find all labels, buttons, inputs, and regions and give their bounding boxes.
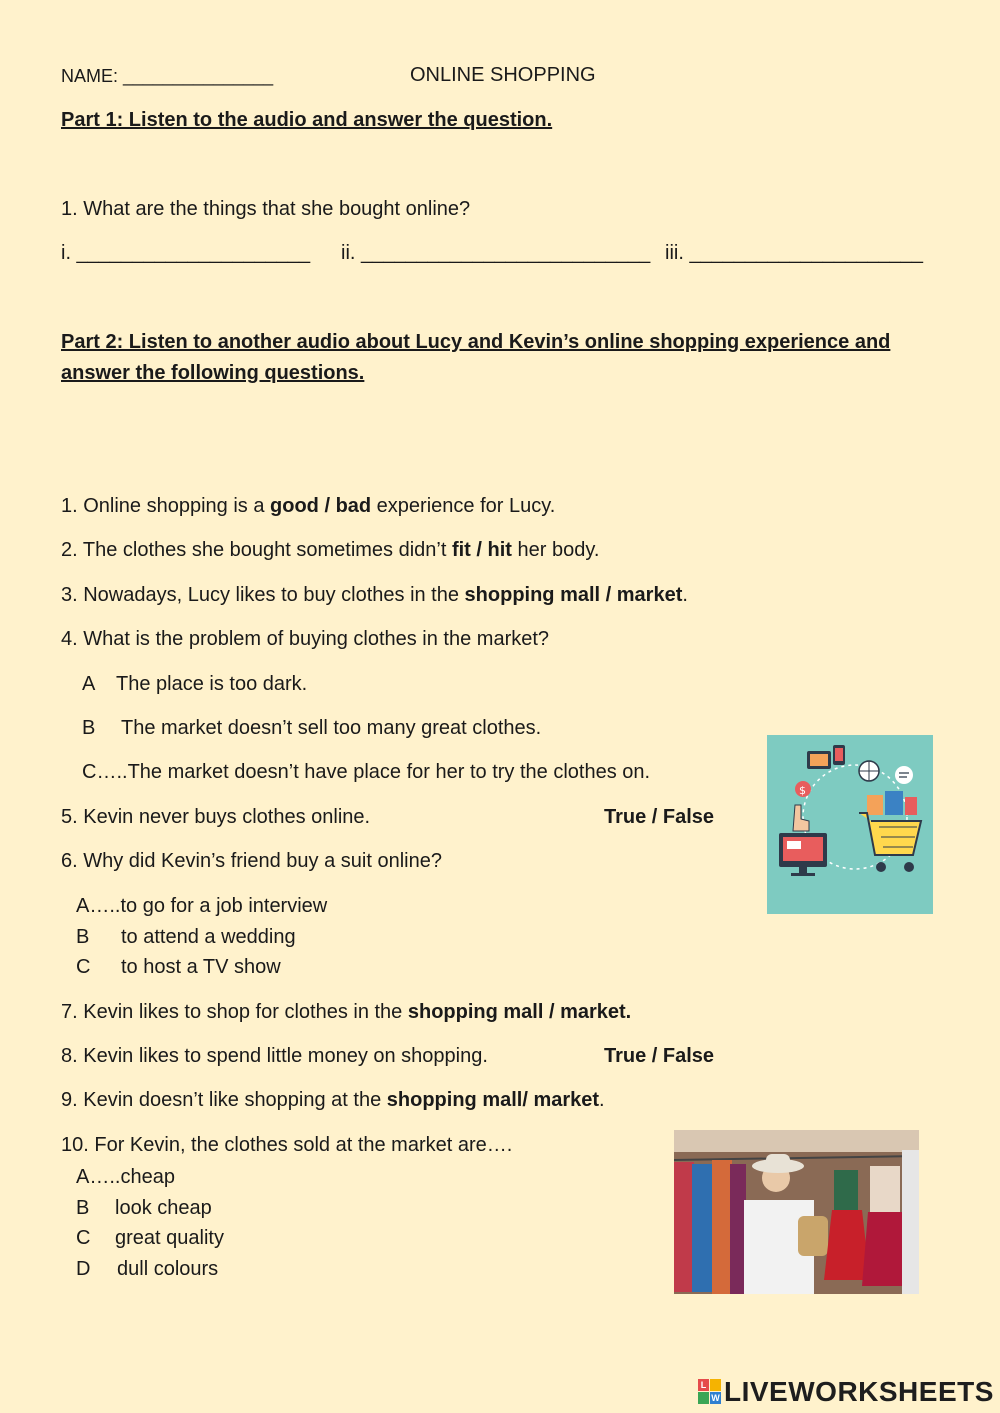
question-7: 7. Kevin likes to shop for clothes in the shopping mall / market. xyxy=(61,1001,632,1023)
online-shopping-illustration xyxy=(767,735,933,914)
question-10: 10. For Kevin, the clothes sold at the market are…. xyxy=(61,1134,513,1156)
q10-option-d-letter[interactable]: D xyxy=(76,1258,91,1280)
part2-heading-line2: answer the following questions. xyxy=(61,362,365,384)
q6-option-c-text: to host a TV show xyxy=(121,956,281,978)
answer-blank-ii[interactable]: ii. __________________________ xyxy=(341,242,651,264)
part1-heading: Part 1: Listen to the audio and answer the question. xyxy=(61,109,553,131)
name-label: NAME: _______________ xyxy=(61,66,274,86)
q10-option-d-text: dull colours xyxy=(117,1258,219,1280)
question-8: 8. Kevin likes to spend little money on shopping. xyxy=(61,1045,488,1067)
q10-option-c-text: great quality xyxy=(115,1227,224,1249)
q6-option-b-letter[interactable]: B xyxy=(76,926,90,948)
q10-option-b-text: look cheap xyxy=(115,1197,212,1219)
q4-option-a-letter[interactable]: A xyxy=(82,673,96,695)
q10-option-c-letter[interactable]: C xyxy=(76,1227,91,1249)
question-2: 2. The clothes she bought sometimes didn’t fit / hit her body. xyxy=(61,539,600,561)
q10-option-a[interactable]: A…..cheap xyxy=(76,1166,175,1188)
q8-true-false[interactable]: True / False xyxy=(604,1045,715,1067)
market-clothes-photo xyxy=(674,1130,919,1294)
choice-mall-market[interactable]: shopping mall / market xyxy=(464,584,683,606)
q7-choice-mall-market[interactable]: shopping mall / market. xyxy=(407,1001,632,1023)
q5-true-false[interactable]: True / False xyxy=(604,806,715,828)
question-3: 3. Nowadays, Lucy likes to buy clothes in the shopping mall / market. xyxy=(61,584,688,606)
q4-option-b-text: The market doesn’t sell too many great clothes. xyxy=(121,717,542,739)
svg-text:$: $ xyxy=(799,784,806,797)
question-4: 4. What is the problem of buying clothes in the market? xyxy=(61,628,550,650)
q9-choice-mall-market[interactable]: shopping mall/ market xyxy=(386,1089,600,1111)
logo-icon: L W xyxy=(698,1379,722,1405)
q6-option-c-letter[interactable]: C xyxy=(76,956,91,978)
q4-option-b-letter[interactable]: B xyxy=(82,717,96,739)
choice-fit-hit[interactable]: fit / hit xyxy=(451,539,512,561)
q4-option-c[interactable]: C…..The market doesn’t have place for her to try the clothes on. xyxy=(82,761,651,783)
question-5: 5. Kevin never buys clothes online. xyxy=(61,806,371,828)
q6-option-b-text: to attend a wedding xyxy=(121,926,296,948)
question-1: 1. Online shopping is a good / bad experience for Lucy. xyxy=(61,495,556,517)
part2-heading-line1: Part 2: Listen to another audio about Lucy and Kevin’s online shopping experience and xyxy=(61,331,891,353)
q6-option-a[interactable]: A…..to go for a job interview xyxy=(76,895,328,917)
answer-blank-i[interactable]: i. _____________________ xyxy=(61,242,311,264)
part1-question-1: 1. What are the things that she bought online? xyxy=(61,198,471,220)
q4-option-a-text: The place is too dark. xyxy=(116,673,308,695)
page-title: ONLINE SHOPPING xyxy=(410,64,596,86)
question-6: 6. Why did Kevin’s friend buy a suit online? xyxy=(61,850,442,872)
logo-text: LIVEWORKSHEETS xyxy=(724,1376,994,1407)
question-9: 9. Kevin doesn’t like shopping at the shopping mall/ market. xyxy=(61,1089,605,1111)
choice-good-bad[interactable]: good / bad xyxy=(270,495,372,517)
answer-blank-iii[interactable]: iii. _____________________ xyxy=(665,242,924,264)
q10-option-b-letter[interactable]: B xyxy=(76,1197,90,1219)
liveworksheets-logo[interactable] xyxy=(698,1376,994,1408)
